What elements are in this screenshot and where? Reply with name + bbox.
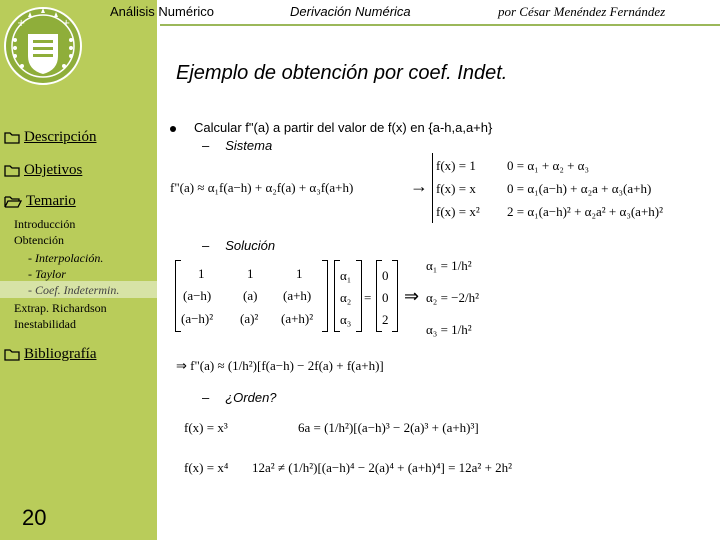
orden-label: ¿Orden? (225, 390, 277, 405)
result-formula: ⇒ f"(a) ≈ (1/h²)[f(a−h) − 2f(a) + f(a+h)] (176, 358, 384, 373)
sys-f-1: f(x) = x (436, 181, 476, 196)
svg-text:+: + (62, 18, 71, 29)
sys-f-2: f(x) = x² (436, 204, 480, 219)
solucion-label: Solución (225, 238, 276, 253)
dash-orden: – ¿Orden? (202, 390, 277, 405)
sys-eq-2: 2 = α₁(a−h)² + α₂a² + α₃(a+h)² (507, 204, 664, 219)
temario-item-interpolacion[interactable]: - Interpolación. (28, 251, 104, 265)
folder-icon (4, 131, 20, 144)
nav-bibliografia[interactable] (4, 346, 96, 363)
m-1-0: (a−h) (183, 288, 212, 303)
rhs-right-bracket (392, 260, 398, 332)
nav-temario[interactable] (4, 193, 76, 210)
sol-alpha-1: α₁ = 1/h² (426, 258, 472, 273)
equals-sign: = (364, 290, 372, 305)
sys-eq-0: 0 = α₁ + α₂ + α₃ (507, 158, 590, 173)
temario-item-taylor[interactable]: - Taylor (28, 267, 66, 281)
m-0-0: 1 (198, 266, 205, 281)
open-folder-icon (4, 195, 22, 208)
bullet-dot (170, 126, 176, 132)
header-author: por César Menéndez Fernández (498, 4, 666, 19)
orden-f-1: f(x) = x⁴ (184, 460, 229, 475)
header-topic: Derivación Numérica (290, 4, 411, 19)
orden-eq-0: 6a = (1/h²)[(a−h)³ − 2(a)³ + (a+h)³] (298, 420, 479, 435)
temario-item-obtencion[interactable]: Obtención (14, 233, 64, 247)
orden-f-0: f(x) = x³ (184, 420, 228, 435)
nav-objetivos-label: Objetivos (24, 162, 83, 178)
sol-alpha-2: α₂ = −2/h² (426, 290, 480, 305)
header-divider (160, 24, 720, 26)
nav-descripcion-label: Descripción (24, 129, 97, 145)
temario-item-richardson[interactable]: Extrap. Richardson (14, 301, 107, 315)
m-2-0: (a−h)² (181, 311, 214, 326)
dash-solucion: – Solución (202, 238, 276, 253)
m-0-2: 1 (296, 266, 303, 281)
bullet-text: Calcular f"(a) a partir del valor de f(x) en {a-h,a,a+h} (194, 120, 493, 135)
alpha-1: α₁ (340, 268, 352, 283)
alpha-3: α₃ (340, 312, 352, 327)
orden-eq-1: 12a² ≠ (1/h²)[(a−h)⁴ − 2(a)⁴ + (a+h)⁴] = 12a² + 2h² (252, 460, 513, 475)
sistema-label: Sistema (225, 138, 273, 153)
m-0-1: 1 (247, 266, 254, 281)
rhs-0: 0 (382, 268, 389, 283)
implies-arrow-icon: ⇒ (404, 286, 420, 306)
m-1-1: (a) (243, 288, 258, 303)
nav-objetivos[interactable] (4, 162, 82, 179)
eq-fpp-approx: f"(a) ≈ α₁f(a−h) + α₂f(a) + α₃f(a+h) (170, 180, 354, 195)
sol-alpha-3: α₃ = 1/h² (426, 322, 472, 337)
rhs-2: 2 (382, 312, 389, 327)
m-2-1: (a)² (240, 311, 259, 326)
matrix-right-bracket (322, 260, 328, 332)
svg-text:+: + (17, 18, 26, 29)
nav-temario-label: Temario (26, 193, 76, 209)
folder-icon (4, 164, 20, 177)
alpha-right-bracket (356, 260, 362, 332)
nav-descripcion[interactable] (4, 129, 96, 146)
m-2-2: (a+h)² (281, 311, 314, 326)
system-brace (432, 153, 433, 223)
bullet-calcular (170, 120, 492, 135)
temario-item-introduccion[interactable]: Introducción (14, 217, 76, 231)
slide-number: 20 (22, 505, 47, 530)
slide-title: Ejemplo de obtención por coef. Indet. (176, 62, 508, 84)
sys-eq-1: 0 = α₁(a−h) + α₂a + α₃(a+h) (507, 181, 652, 196)
rhs-1: 0 (382, 290, 389, 305)
temario-item-coef-indetermin[interactable]: - Coef. Indetermin. (28, 283, 120, 297)
arrow-icon: → (410, 176, 428, 196)
m-1-2: (a+h) (283, 288, 312, 303)
university-logo (0, 0, 87, 90)
nav-bibliografia-label: Bibliografía (24, 346, 97, 362)
alpha-2: α₂ (340, 290, 352, 305)
header-course: Análisis Numérico (110, 4, 215, 19)
dash-sistema: – Sistema (202, 138, 273, 153)
sys-f-0: f(x) = 1 (436, 158, 476, 173)
temario-item-inestabilidad[interactable]: Inestabilidad (14, 317, 76, 331)
folder-icon (4, 348, 20, 361)
